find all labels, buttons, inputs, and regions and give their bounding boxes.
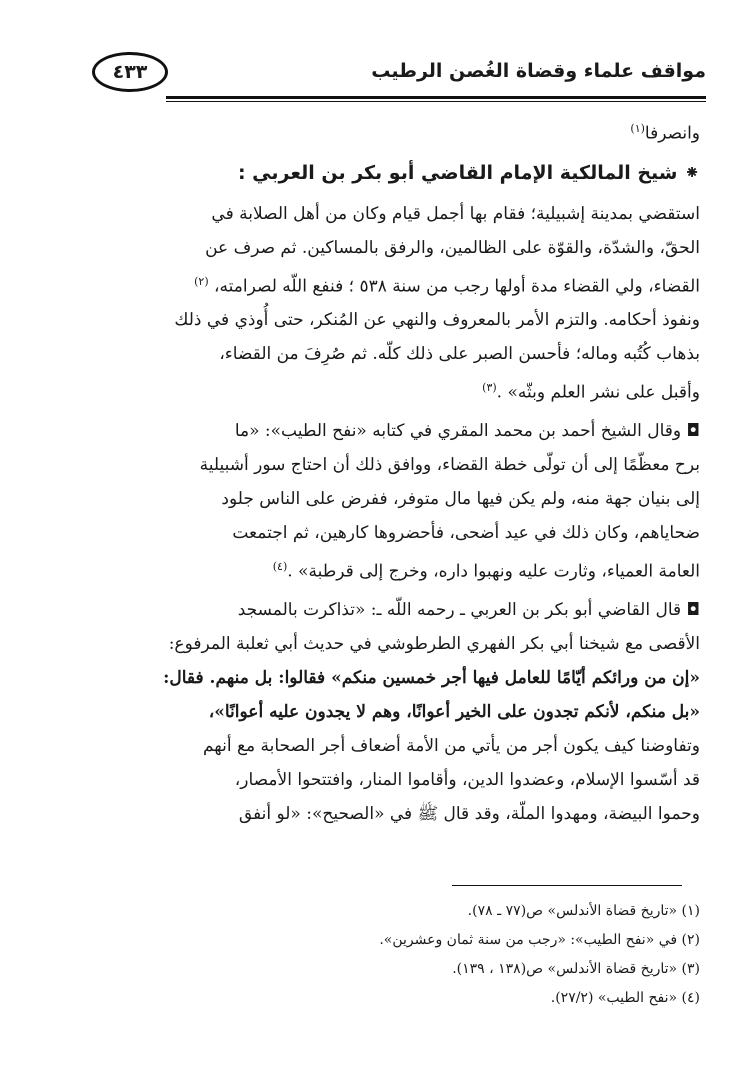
text-line (100, 550, 700, 589)
footnote: (٢) في «نفح الطيب»: «رجب من سنة ثمان وعشرين». (379, 932, 700, 948)
text-line: بذهاب كُتُبه وماله؛ فأحسن الصبر على ذلك كلّه. ثم صُرِفَ من القضاء، (219, 344, 700, 365)
footnote-separator (452, 885, 682, 886)
running-title: مواقف علماء وقضاة الغُصن الرطيب (371, 60, 706, 82)
hadith-line: «بل منكم، لأنكم تجدون على الخير أعوانًا، وهم لا يجدون عليه أعوانًا»، (208, 701, 700, 722)
text-line: الأقصى مع شيخنا أبي بكر الفهري الطرطوشي في حديث أبي ثعلبة المرفوع: (168, 633, 700, 654)
footnote-ref-3: (٣) (482, 381, 497, 395)
footnote-ref-1: (١) (630, 122, 645, 135)
page-number-badge (92, 52, 168, 92)
intro-text: وانصرفا (644, 123, 700, 144)
text-span: وأقبل على نشر العلم وبثّه» . (496, 382, 700, 403)
text-span: العامة العمياء، وثارت عليه ونهبوا داره، وخرج إلى قرطبة» . (287, 561, 700, 582)
paragraph-3 (100, 593, 700, 831)
header-rule (166, 96, 706, 99)
footnote-ref-2: (٢) (194, 274, 209, 288)
footnote: (٤) «نفح الطيب» (٢٧/٢). (550, 990, 700, 1006)
footnote: (٣) «تاريخ قضاة الأندلس» ص(١٣٨ ، ١٣٩). (452, 961, 700, 977)
footnotes (100, 897, 700, 1013)
text-line (100, 265, 700, 304)
text-line (100, 371, 700, 410)
text-line: ونفوذ أحكامه. والتزم الأمر بالمعروف والنهي عن المُنكر، حتى أُوذي في ذلك (174, 310, 700, 331)
paragraph-1 (100, 197, 700, 410)
header-rule-thin (166, 101, 706, 102)
text-span: القضاء، ولي القضاء مدة أولها رجب من سنة ٥٣٨ ؛ فنفع اللّه لصرامته، (214, 276, 700, 297)
text-line: ◘ قال القاضي أبو بكر بن العربي ـ رحمه اللّه ـ: «تذاكرت بالمسجد (237, 599, 700, 620)
footnote-ref-4: (٤) (272, 559, 288, 573)
text-line: وحموا البيضة، ومهدوا الملّة، وقد قال ﷺ في «الصحيح»: «لو أنفق (238, 803, 700, 824)
text-line: الحقّ، والشدّة، والقوّة على الظالمين، والرفق بالمساكين. ثم صرف عن (205, 237, 700, 258)
section-heading: ⁕ شيخ المالكية الإمام القاضي أبو بكر بن العربي : (237, 161, 700, 184)
text-line: ضحاياهم، وكان ذلك في عيد أضحى، فأحضروها كارهين، ثم اجتمعت (232, 522, 700, 543)
main-text (100, 112, 700, 835)
text-line: قد أسّسوا الإسلام، وعضدوا الدين، وأقاموا المنار، وافتتحوا الأمصار، (234, 769, 700, 790)
text-line: إلى بنيان جهة منه، ولم يكن فيها مال متوفر، ففرض على الناس جلود (221, 488, 700, 509)
hadith-line: «إن من ورائكم أيّامًا للعامل فيها أجر خمسين منكم» فقالوا: بل منهم. فقال: (163, 667, 700, 688)
page-number: ٤٣٣ (112, 61, 148, 83)
page-header (96, 50, 706, 98)
intro-line (100, 112, 700, 151)
text-line: برح معظّمًا إلى أن تولّى خطة القضاء، ووافق ذلك أن احتاج سور أشبيلية (199, 454, 700, 475)
text-line: وتفاوضنا كيف يكون أجر من يأتي من الأمة أضعاف أجر الصحابة مع أنهم (202, 735, 700, 756)
paragraph-2 (100, 414, 700, 589)
text-line: ◘ وقال الشيخ أحمد بن محمد المقري في كتابه «نفح الطيب»: «ما (234, 420, 700, 441)
text-line: استقضي بمدينة إشبيلية؛ فقام بها أجمل قيام وكان من أهل الصلابة في (211, 203, 700, 224)
footnote: (١) «تاريخ قضاة الأندلس» ص(٧٧ ـ ٧٨). (467, 903, 700, 919)
